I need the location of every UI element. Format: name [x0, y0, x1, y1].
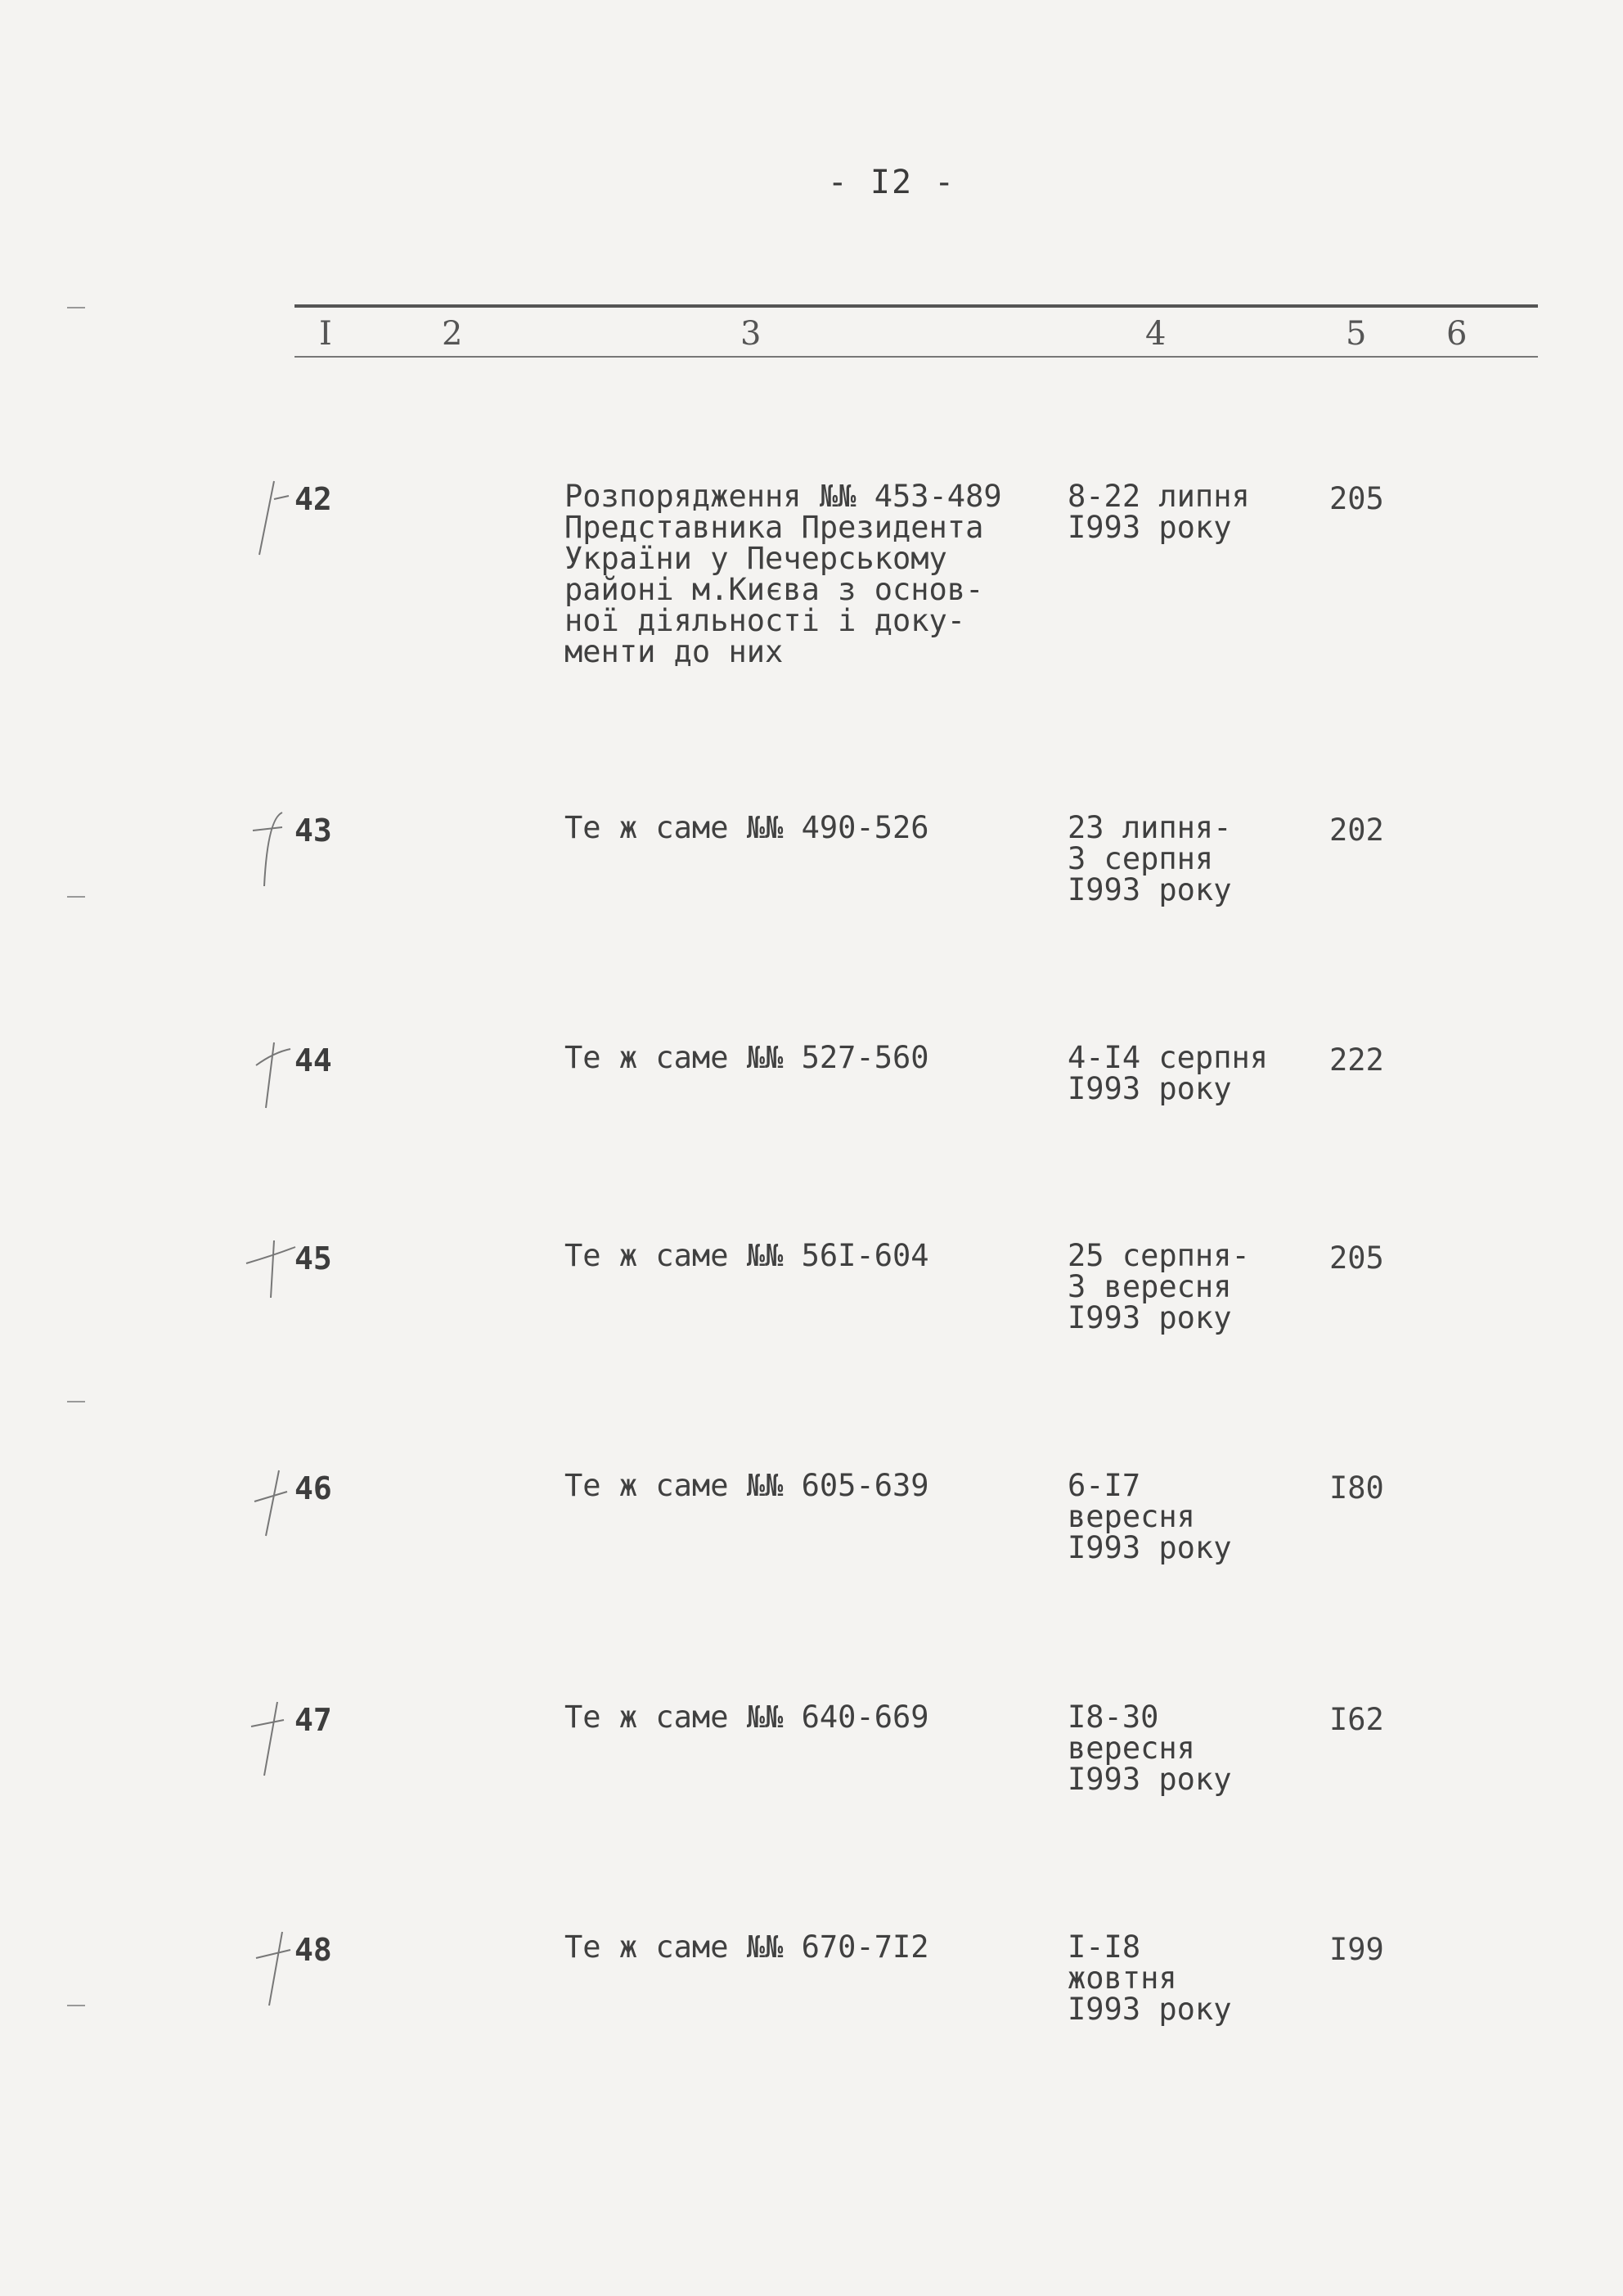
row-title: Те ж саме №№ 605-639	[564, 1468, 929, 1503]
row-date: 23 липня- 3 серпня I993 року	[1068, 810, 1232, 907]
row-pages: I99	[1329, 1932, 1384, 1967]
row-date: 8-22 липня I993 року	[1068, 479, 1250, 545]
row-date: 6-I7 вересня I993 року	[1068, 1468, 1232, 1565]
row-date: 25 серпня- 3 вересня I993 року	[1068, 1238, 1250, 1335]
column-header-2: 2	[442, 315, 463, 353]
row-date: 4-I4 серпня I993 року	[1068, 1040, 1269, 1106]
table-header-top-rule	[294, 304, 1538, 308]
row-pages: I80	[1329, 1470, 1384, 1506]
row-number: 43	[294, 813, 332, 849]
row-pages: 205	[1329, 1240, 1384, 1276]
check-mark-icon	[250, 1702, 290, 1767]
row-number: 47	[294, 1702, 332, 1738]
row-number: 45	[294, 1240, 332, 1276]
column-header-4: 4	[1145, 315, 1167, 353]
row-title: Те ж саме №№ 490-526	[564, 810, 929, 845]
margin-tick	[67, 307, 85, 308]
check-mark-icon	[250, 1240, 290, 1306]
check-mark-icon	[250, 813, 290, 878]
row-number: 48	[294, 1932, 332, 1968]
column-header-3: 3	[740, 315, 762, 353]
row-pages: 205	[1329, 481, 1384, 516]
margin-tick	[67, 896, 85, 898]
check-mark-icon	[250, 481, 290, 547]
row-title: Те ж саме №№ 56I-604	[564, 1238, 929, 1273]
check-mark-icon	[250, 1470, 290, 1536]
page-number: - I2 -	[827, 164, 956, 201]
row-title: Те ж саме №№ 527-560	[564, 1040, 929, 1075]
column-header-6: 6	[1446, 315, 1468, 353]
row-number: 46	[294, 1470, 332, 1506]
row-title: Розпорядження №№ 453-489 Представника Президента України у Печерському районі м.Києва з основ- ної діяльності і доку- менти до них	[564, 479, 1002, 669]
row-number: 44	[294, 1042, 332, 1078]
row-pages: 222	[1329, 1042, 1384, 1078]
row-title: Те ж саме №№ 670-7I2	[564, 1929, 929, 1965]
row-number: 42	[294, 481, 332, 517]
row-date: I-I8 жовтня I993 року	[1068, 1929, 1232, 2027]
column-header-5: 5	[1346, 315, 1367, 353]
row-pages: I62	[1329, 1702, 1384, 1737]
row-pages: 202	[1329, 813, 1384, 848]
table-header-bottom-rule	[294, 356, 1538, 358]
margin-tick	[67, 2005, 85, 2006]
check-mark-icon	[250, 1042, 290, 1108]
margin-tick	[67, 1401, 85, 1402]
check-mark-icon	[250, 1932, 290, 1997]
row-date: I8-30 вересня I993 року	[1068, 1699, 1232, 1797]
row-title: Те ж саме №№ 640-669	[564, 1699, 929, 1735]
column-header-1: I	[319, 315, 332, 353]
